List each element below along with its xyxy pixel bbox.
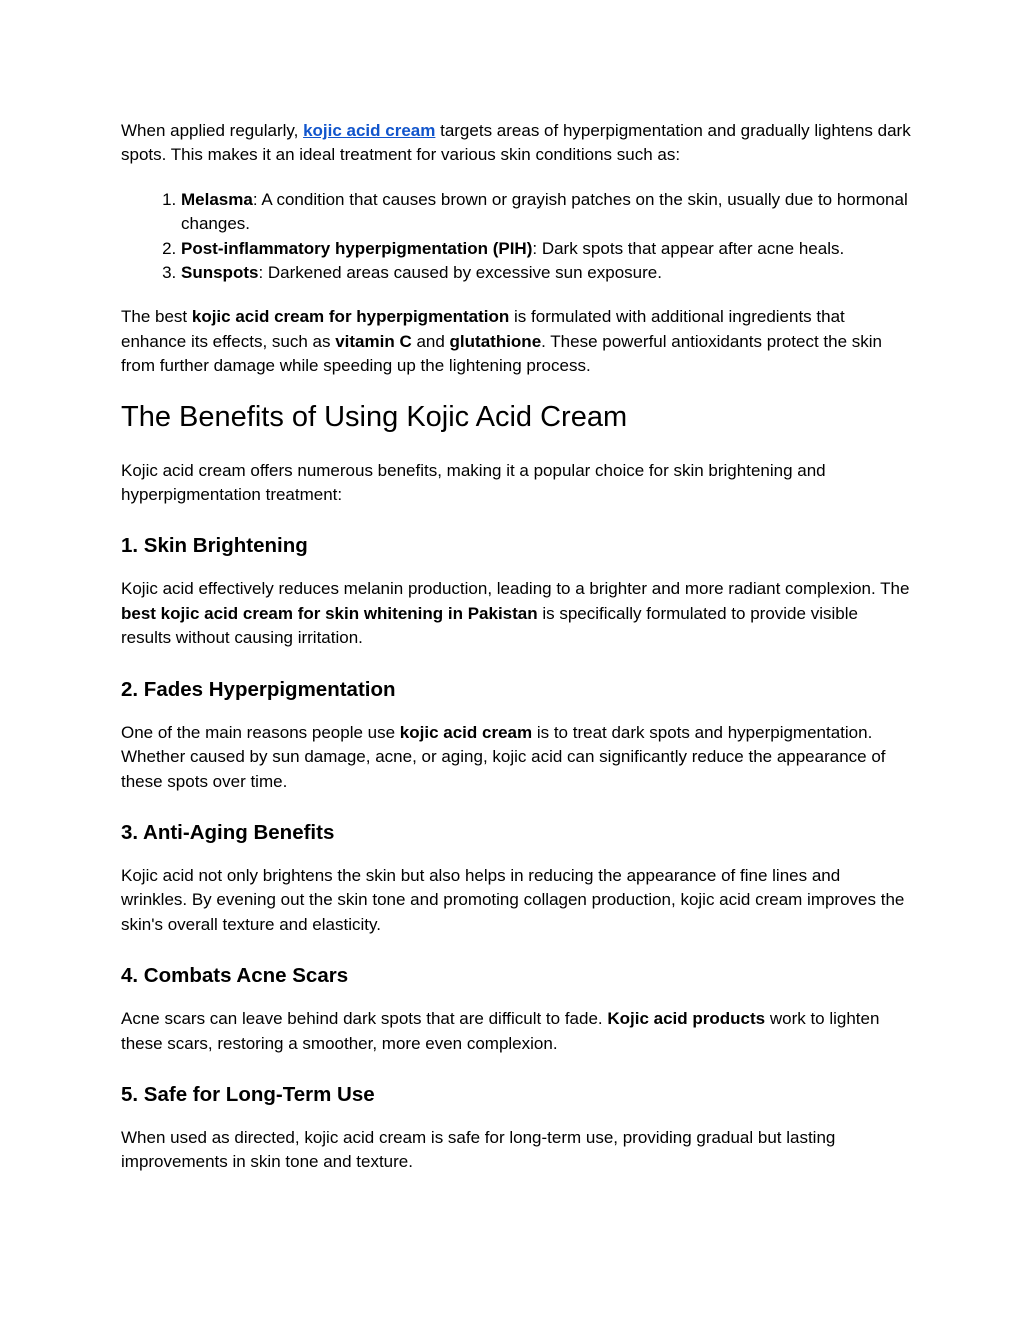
- benefits-intro: Kojic acid cream offers numerous benefits, making it a popular choice for skin brightening and hyperpigmentation treatment:: [121, 460, 826, 505]
- section-heading: 1. Skin Brightening: [121, 534, 308, 558]
- bold-phrase: Kojic acid products: [607, 1009, 766, 1029]
- intro-paragraph: [121, 119, 911, 168]
- paragraph-text: The best: [121, 307, 192, 327]
- section-paragraph: Kojic acid not only brightens the skin but also helps in reducing the appearance of fine lines and wrinkles. By evening out the skin tone and promoting collagen production, kojic acid cream improves the skin's overall texture and elasticity.: [121, 865, 905, 934]
- paragraph-text: work to lighten these scars, restoring a smoother, more even complexion.: [121, 1009, 880, 1053]
- condition-term: Post-inflammatory hyperpigmentation (PIH): [181, 238, 533, 258]
- condition-desc: : A condition that causes brown or grayish patches on the skin, usually due to hormonal changes.: [181, 189, 908, 234]
- paragraph-text: is to treat dark spots and hyperpigmentation. Whether caused by sun damage, acne, or aging, kojic acid can significantly reduce the appearance of these spots over time.: [121, 722, 886, 791]
- conditions-list: [121, 188, 911, 286]
- paragraph-text: is formulated with additional ingredients that enhance its effects, such as: [121, 307, 845, 351]
- bold-phrase: glutathione: [449, 331, 542, 351]
- section-paragraph: [121, 721, 911, 794]
- list-item: [181, 261, 911, 285]
- paragraph-text: Kojic acid effectively reduces melanin production, leading to a brighter and more radiant complexion. The: [121, 579, 910, 599]
- paragraph-text: . These powerful antioxidants protect the skin from further damage while speeding up the lightening process.: [121, 331, 882, 376]
- section-paragraph: [121, 577, 911, 650]
- best-cream-paragraph: [121, 305, 911, 378]
- paragraph-text: Acne scars can leave behind dark spots that are difficult to fade.: [121, 1009, 608, 1029]
- condition-term: Melasma: [181, 189, 253, 209]
- bold-phrase: kojic acid cream: [399, 722, 533, 742]
- section-heading: 3. Anti-Aging Benefits: [121, 820, 335, 844]
- intro-text-1: When applied regularly,: [121, 121, 304, 140]
- paragraph-text: One of the main reasons people use: [121, 722, 400, 742]
- section-heading: 2. Fades Hyperpigmentation: [121, 677, 396, 701]
- bold-phrase: best kojic acid cream for skin whitening in Pakistan: [121, 603, 538, 623]
- condition-desc: : Darkened areas caused by excessive sun exposure.: [258, 263, 662, 283]
- document-page: [121, 119, 911, 1195]
- bold-phrase: vitamin C: [335, 331, 412, 351]
- benefits-heading: The Benefits of Using Kojic Acid Cream: [121, 400, 628, 433]
- intro-text-2: targets areas of hyperpigmentation and gradually lightens dark spots. This makes it an ideal treatment for various skin conditions such as:: [121, 121, 911, 165]
- list-item: [181, 188, 911, 237]
- section-heading: 5. Safe for Long-Term Use: [121, 1082, 375, 1106]
- condition-term: Sunspots: [181, 263, 259, 283]
- paragraph-text: is specifically formulated to provide visible results without causing irritation.: [121, 603, 858, 648]
- list-item: [181, 237, 911, 261]
- condition-desc: : Dark spots that appear after acne heals.: [532, 238, 845, 258]
- section-paragraph: When used as directed, kojic acid cream is safe for long-term use, providing gradual but lasting improvements in skin tone and texture.: [121, 1127, 836, 1172]
- section-heading: 4. Combats Acne Scars: [121, 964, 349, 988]
- paragraph-text: and: [411, 331, 450, 351]
- section-paragraph: [121, 1007, 911, 1056]
- bold-phrase: kojic acid cream for hyperpigmentation: [191, 307, 510, 327]
- kojic-acid-cream-link[interactable]: kojic acid cream: [303, 121, 436, 140]
